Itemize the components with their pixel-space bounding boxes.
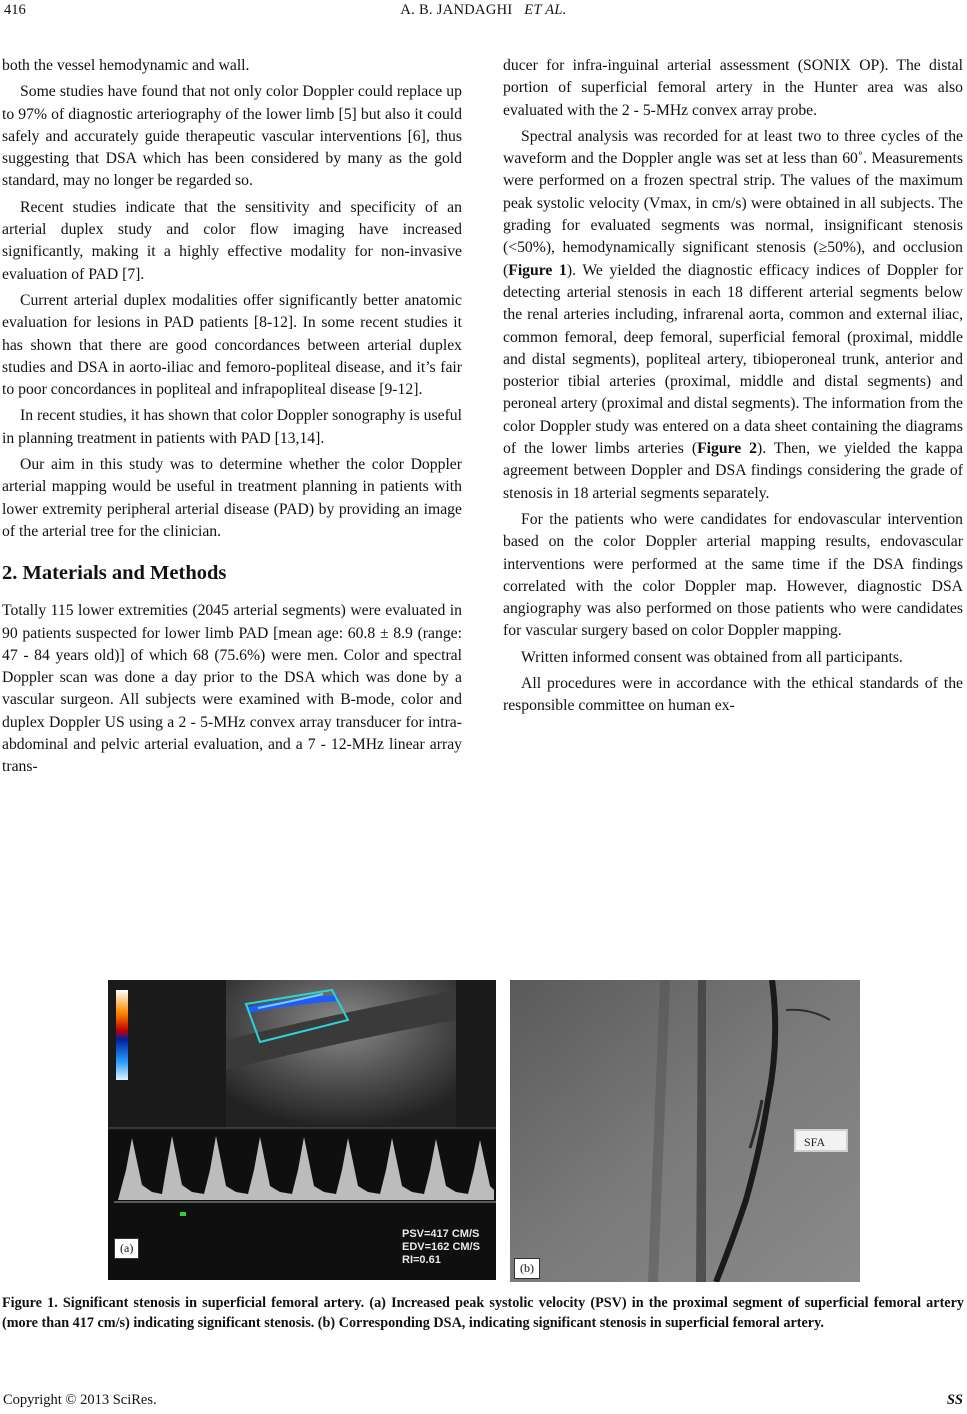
text-run: ). Then, we yielded the kappa agreement between Doppler and DSA findings considering the grade of stenosis in 18 arterial segments separately. — [503, 440, 963, 502]
section-heading: 2. Materials and Methods — [2, 562, 227, 585]
page-header — [0, 0, 967, 24]
panel-a-label: (a) — [114, 1238, 139, 1259]
panel-b-label: (b) — [514, 1258, 540, 1279]
paragraph: In recent studies, it has shown that color Doppler sonography is useful in planning treatment in patients with PAD [13,14]. — [2, 407, 462, 447]
figure-2-reference: Figure 2 — [697, 440, 758, 458]
figure-1 — [0, 980, 967, 1285]
paragraph: For the patients who were candidates for endovascular intervention based on the color Doppler arterial mapping results, endovascular interventions were performed at the same time if the DSA findings correlated with the color Doppler map. However, diagnostic DSA angiography was also performed on those patients who were candidates for vascular surgery based on color Doppler mapping. — [503, 510, 963, 640]
paragraph: Recent studies indicate that the sensitivity and specificity of an arterial duplex study and color flow imaging have increased significantly, making it a highly effective modality for non-invasive evaluation of PAD [7]. — [2, 198, 462, 283]
doppler-measurements — [402, 1228, 480, 1267]
figure-1-reference: Figure 1 — [508, 261, 567, 279]
paragraph: Totally 115 lower extremities (2045 arterial segments) were evaluated in 90 patients suspected for lower limb PAD [mean age: 60.8 ± 8.9 (range: 47 - 84 years old)] of which 68 (75.6%) were men. Color and spectral Doppler scan was done a day prior to the DSA which was done by a vascular surgeon. All subjects were examined with B-mode, color and duplex Doppler US using a 2 - 5-MHz convex array transducer for intra-abdominal and pelvic arterial evaluation, and a 7 - 12-MHz linear array trans- — [2, 602, 462, 776]
paragraph: Current arterial duplex modalities offer significantly better anatomic evaluation for lesions in PAD patients [8-12]. In some recent studies it has shown that there are good concordances between arterial duplex studies and DSA in aorto-iliac and femoro-popliteal disease, and it’s fair to poor concordances in popliteal and infrapopliteal disease [9-12]. — [2, 291, 462, 399]
text-run: Spectral analysis was recorded for at least two to three cycles of the waveform and the Doppler angle was set at less than 60˚. Measurements were performed on a frozen spectral strip. The values of the maximum peak systolic velocity (Vmax, in cm/s) were obtained in all subjects. The grading for evaluated segments was normal, insignificant stenosis (<50%), hemodynamically significant stenosis (≥50%), and occlusion ( — [503, 127, 963, 279]
paragraph: Some studies have found that not only color Doppler could replace up to 97% of diagnostic arteriography of the lower limb [5] but also it could safely and accurately guide therapeutic vascular interventions [6], thus suggesting that DSA which has been considered by many as the gold standard, may no longer be regarded so. — [2, 83, 462, 190]
page-number: 416 — [4, 2, 26, 18]
color-scale-bar — [116, 990, 128, 1080]
page-footer — [0, 1390, 967, 1412]
doppler-ultrasound-image — [108, 980, 496, 1280]
psv-readout: PSV=417 CM/S — [402, 1228, 480, 1240]
copyright: Copyright © 2013 SciRes. — [3, 1392, 157, 1408]
journal-abbrev: SS — [946, 1392, 963, 1408]
text-run: ). We yielded the diagnostic efficacy indices of Doppler for detecting arterial stenosis in each 18 different arterial segments below the renal arteries including, infrarenal aorta, common and external iliac, common femoral, deep femoral, superficial femoral (proximal, middle and distal segments), popliteal artery, tibioperoneal trunk, anterior and posterior tibial arteries (proximal, middle and distal segments) and peroneal artery (proximal and distal segments). The information from the color Doppler study was entered on a data sheet containing the diagrams of the lower limbs arteries ( — [503, 261, 963, 458]
author-names: A. B. JANDAGHI — [400, 2, 513, 18]
figure-caption: Figure 1. Significant stenosis in superficial femoral artery. (a) Increased peak systolic velocity (PSV) in the proximal segment of superficial femoral artery (more than 417 cm/s) indicating significant stenosis. (b) Corresponding DSA, indicating significant stenosis in superficial femoral artery. — [2, 1295, 964, 1331]
dsa-angiography-image — [510, 980, 860, 1282]
running-head-authors — [0, 2, 967, 19]
paragraph: Written informed consent was obtained from all participants. — [521, 648, 903, 666]
ri-readout: RI=0.61 — [402, 1254, 441, 1266]
paragraph — [503, 126, 963, 505]
paragraph: Our aim in this study was to determine whether the color Doppler arterial mapping would be useful in treatment planning in patients with lower extremity peripheral arterial disease (PAD) by providing an image of the arterial tree for the clinician. — [2, 456, 462, 540]
left-column — [2, 55, 462, 779]
paragraph: both the vessel hemodynamic and wall. — [2, 57, 250, 74]
paragraph: All procedures were in accordance with the ethical standards of the responsible committee on human ex- — [503, 675, 963, 715]
right-column — [503, 55, 963, 718]
edv-readout: EDV=162 CM/S — [402, 1241, 480, 1253]
sfa-label: SFA — [794, 1129, 848, 1152]
paragraph: ducer for infra-inguinal arterial assessment (SONIX OP). The distal portion of superficial femoral artery in the Hunter area was also evaluated with the 2 - 5-MHz convex array probe. — [503, 57, 963, 119]
et-al: ET AL. — [524, 2, 567, 18]
